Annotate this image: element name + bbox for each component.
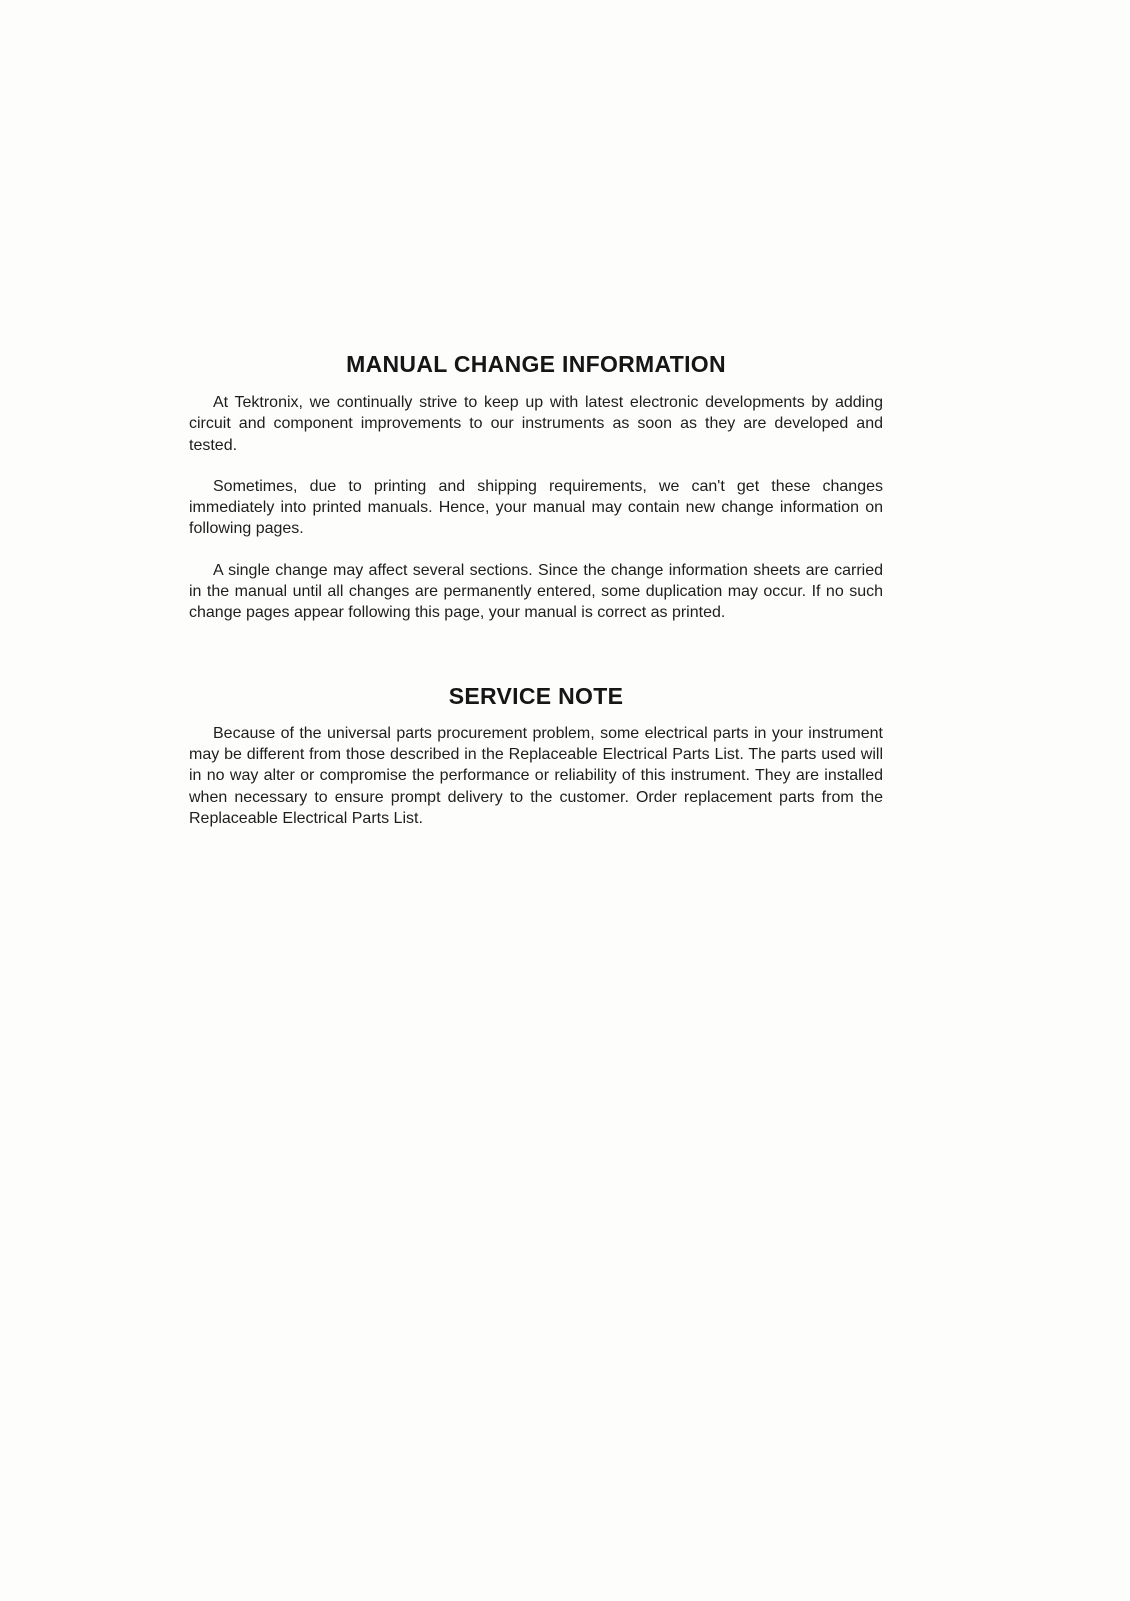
manual-change-paragraph-3: A single change may affect several sections. Since the change information sheets are carried in the manual until all changes are permanently entered, some duplication may occur. If no such change pages appear following this page, your manual is correct as printed. xyxy=(189,561,883,622)
manual-change-title: MANUAL CHANGE INFORMATION xyxy=(346,351,726,377)
service-note-title: SERVICE NOTE xyxy=(448,682,624,709)
service-note-paragraph: Because of the universal parts procurement problem, some electrical parts in your instrument may be different from those described in the Replaceable Electrical Parts List. The parts used will in no way alter or compromise the performance or reliability of this instrument. They are installed when necessary to ensure prompt delivery to the customer. Order replacement parts from the Replaceable Electrical Parts List. xyxy=(189,724,883,827)
page-content xyxy=(189,350,883,829)
manual-change-paragraph-1: At Tektronix, we continually strive to keep up with latest electronic developments by adding circuit and component improvements to our instruments as soon as they are developed and tested. xyxy=(189,394,883,454)
manual-change-paragraph-2: Sometimes, due to printing and shipping requirements, we can't get these changes immediately into printed manuals. Hence, your manual may contain new change information on following pages. xyxy=(189,477,883,538)
